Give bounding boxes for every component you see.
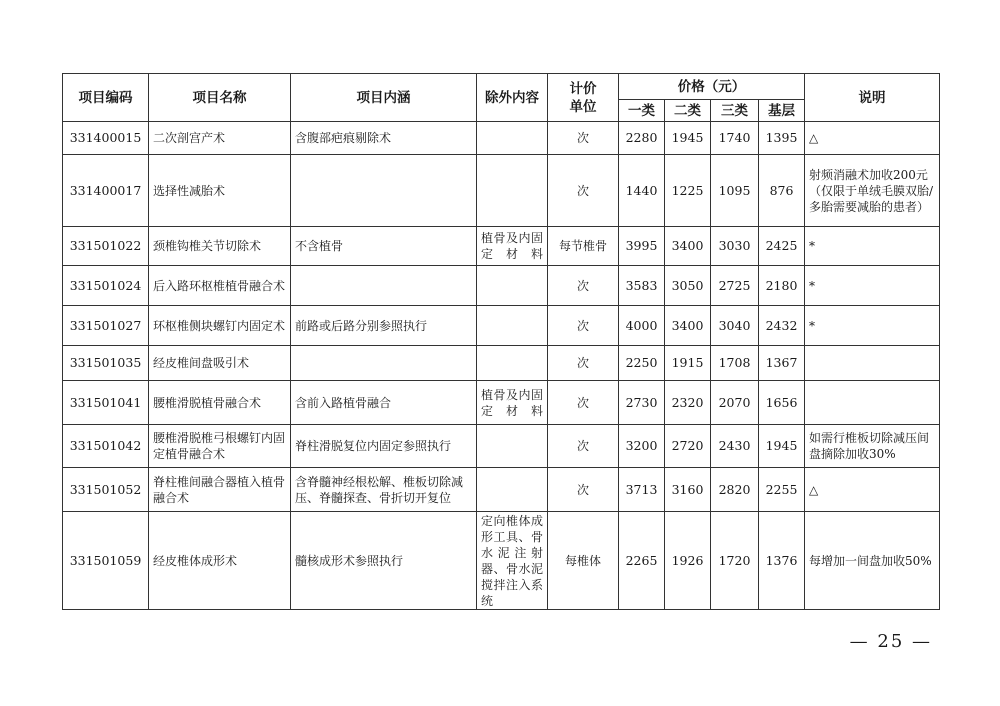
cell-excluded: 定向椎体成形工具、骨水泥注射器、骨水泥搅拌注入系统 (477, 512, 548, 610)
header-tier4: 基层 (759, 100, 805, 122)
cell-unit: 次 (548, 306, 619, 346)
cell-excluded (477, 155, 548, 227)
cell-price-tier4: 1367 (759, 346, 805, 381)
table-row (63, 155, 940, 227)
cell-price-tier3: 3030 (711, 227, 759, 266)
table-row (63, 425, 940, 468)
cell-unit: 次 (548, 425, 619, 468)
cell-content: 髓核成形术参照执行 (291, 512, 477, 610)
cell-price-tier1: 2250 (619, 346, 665, 381)
header-name: 项目名称 (149, 74, 291, 122)
cell-price-tier4: 1656 (759, 381, 805, 425)
table-row (63, 306, 940, 346)
cell-price-tier3: 2070 (711, 381, 759, 425)
cell-unit: 次 (548, 381, 619, 425)
cell-excluded: 植骨及内固定材料 (477, 381, 548, 425)
cell-note: △ (805, 468, 940, 512)
cell-excluded (477, 346, 548, 381)
cell-name: 腰椎滑脱植骨融合术 (149, 381, 291, 425)
cell-price-tier1: 3200 (619, 425, 665, 468)
cell-price-tier2: 1225 (665, 155, 711, 227)
cell-price-tier3: 2430 (711, 425, 759, 468)
cell-price-tier2: 2720 (665, 425, 711, 468)
cell-content: 不含植骨 (291, 227, 477, 266)
cell-content (291, 266, 477, 306)
table-row (63, 512, 940, 610)
cell-code: 331501035 (63, 346, 149, 381)
table-row (63, 266, 940, 306)
cell-price-tier4: 1945 (759, 425, 805, 468)
price-table (62, 73, 940, 610)
cell-price-tier3: 2820 (711, 468, 759, 512)
cell-name: 后入路环枢椎植骨融合术 (149, 266, 291, 306)
cell-note: * (805, 306, 940, 346)
cell-excluded (477, 122, 548, 155)
cell-excluded: 植骨及内固定材料 (477, 227, 548, 266)
cell-price-tier1: 3713 (619, 468, 665, 512)
cell-content: 含脊髓神经根松解、椎板切除减压、脊髓探查、骨折切开复位 (291, 468, 477, 512)
cell-note: 每增加一间盘加收50% (805, 512, 940, 610)
cell-price-tier4: 2432 (759, 306, 805, 346)
cell-note (805, 346, 940, 381)
page-number: — 25 — (849, 631, 932, 652)
cell-content: 含腹部疤痕剔除术 (291, 122, 477, 155)
cell-price-tier4: 1395 (759, 122, 805, 155)
cell-unit: 次 (548, 122, 619, 155)
cell-code: 331400017 (63, 155, 149, 227)
cell-price-tier4: 2425 (759, 227, 805, 266)
cell-price-tier1: 4000 (619, 306, 665, 346)
cell-name: 颈椎钩椎关节切除术 (149, 227, 291, 266)
cell-price-tier1: 2280 (619, 122, 665, 155)
cell-price-tier3: 1720 (711, 512, 759, 610)
cell-name: 经皮椎体成形术 (149, 512, 291, 610)
cell-price-tier2: 3160 (665, 468, 711, 512)
table-row (63, 227, 940, 266)
cell-note: * (805, 266, 940, 306)
cell-excluded (477, 266, 548, 306)
header-price: 价格（元） (619, 74, 805, 100)
cell-price-tier1: 2265 (619, 512, 665, 610)
header-unit-line1: 计价 (569, 80, 597, 97)
table-header (63, 74, 940, 122)
cell-note: * (805, 227, 940, 266)
cell-price-tier3: 1095 (711, 155, 759, 227)
cell-excluded (477, 306, 548, 346)
cell-name: 选择性减胎术 (149, 155, 291, 227)
cell-excluded (477, 425, 548, 468)
header-content: 项目内涵 (291, 74, 477, 122)
cell-price-tier2: 3050 (665, 266, 711, 306)
cell-price-tier1: 3583 (619, 266, 665, 306)
cell-code: 331501022 (63, 227, 149, 266)
cell-name: 环枢椎侧块螺钉内固定术 (149, 306, 291, 346)
table-row (63, 468, 940, 512)
cell-content: 前路或后路分别参照执行 (291, 306, 477, 346)
header-tier2: 二类 (665, 100, 711, 122)
cell-price-tier2: 3400 (665, 227, 711, 266)
header-tier1: 一类 (619, 100, 665, 122)
cell-note: 如需行椎板切除减压间盘摘除加收30% (805, 425, 940, 468)
cell-price-tier4: 2180 (759, 266, 805, 306)
cell-unit: 每椎体 (548, 512, 619, 610)
cell-code: 331501042 (63, 425, 149, 468)
header-excluded: 除外内容 (477, 74, 548, 122)
cell-price-tier2: 3400 (665, 306, 711, 346)
cell-unit: 次 (548, 155, 619, 227)
cell-price-tier3: 3040 (711, 306, 759, 346)
cell-price-tier4: 1376 (759, 512, 805, 610)
cell-name: 二次剖宫产术 (149, 122, 291, 155)
header-note: 说明 (805, 74, 940, 122)
header-code: 项目编码 (63, 74, 149, 122)
cell-price-tier2: 1945 (665, 122, 711, 155)
cell-price-tier3: 1740 (711, 122, 759, 155)
header-unit (548, 74, 619, 122)
cell-price-tier4: 2255 (759, 468, 805, 512)
cell-content (291, 155, 477, 227)
cell-name: 经皮椎间盘吸引术 (149, 346, 291, 381)
cell-unit: 每节椎骨 (548, 227, 619, 266)
cell-name: 腰椎滑脱椎弓根螺钉内固定植骨融合术 (149, 425, 291, 468)
cell-unit: 次 (548, 346, 619, 381)
table-row (63, 346, 940, 381)
header-unit-line2: 单位 (569, 98, 597, 115)
cell-content: 脊柱滑脱复位内固定参照执行 (291, 425, 477, 468)
cell-name: 脊柱椎间融合器植入植骨融合术 (149, 468, 291, 512)
cell-code: 331501059 (63, 512, 149, 610)
cell-unit: 次 (548, 266, 619, 306)
table-row (63, 122, 940, 155)
cell-price-tier3: 1708 (711, 346, 759, 381)
cell-content (291, 346, 477, 381)
cell-code: 331501041 (63, 381, 149, 425)
cell-price-tier1: 2730 (619, 381, 665, 425)
cell-code: 331501052 (63, 468, 149, 512)
cell-code: 331400015 (63, 122, 149, 155)
cell-price-tier2: 2320 (665, 381, 711, 425)
cell-excluded (477, 468, 548, 512)
cell-price-tier2: 1915 (665, 346, 711, 381)
cell-price-tier4: 876 (759, 155, 805, 227)
header-tier3: 三类 (711, 100, 759, 122)
cell-code: 331501024 (63, 266, 149, 306)
table-row (63, 381, 940, 425)
cell-price-tier1: 1440 (619, 155, 665, 227)
cell-content: 含前入路植骨融合 (291, 381, 477, 425)
cell-code: 331501027 (63, 306, 149, 346)
cell-note (805, 381, 940, 425)
cell-note: △ (805, 122, 940, 155)
table-body (63, 122, 940, 610)
cell-note: 射频消融术加收200元（仅限于单绒毛膜双胎/多胎需要减胎的患者） (805, 155, 940, 227)
cell-unit: 次 (548, 468, 619, 512)
cell-price-tier3: 2725 (711, 266, 759, 306)
cell-price-tier1: 3995 (619, 227, 665, 266)
cell-price-tier2: 1926 (665, 512, 711, 610)
